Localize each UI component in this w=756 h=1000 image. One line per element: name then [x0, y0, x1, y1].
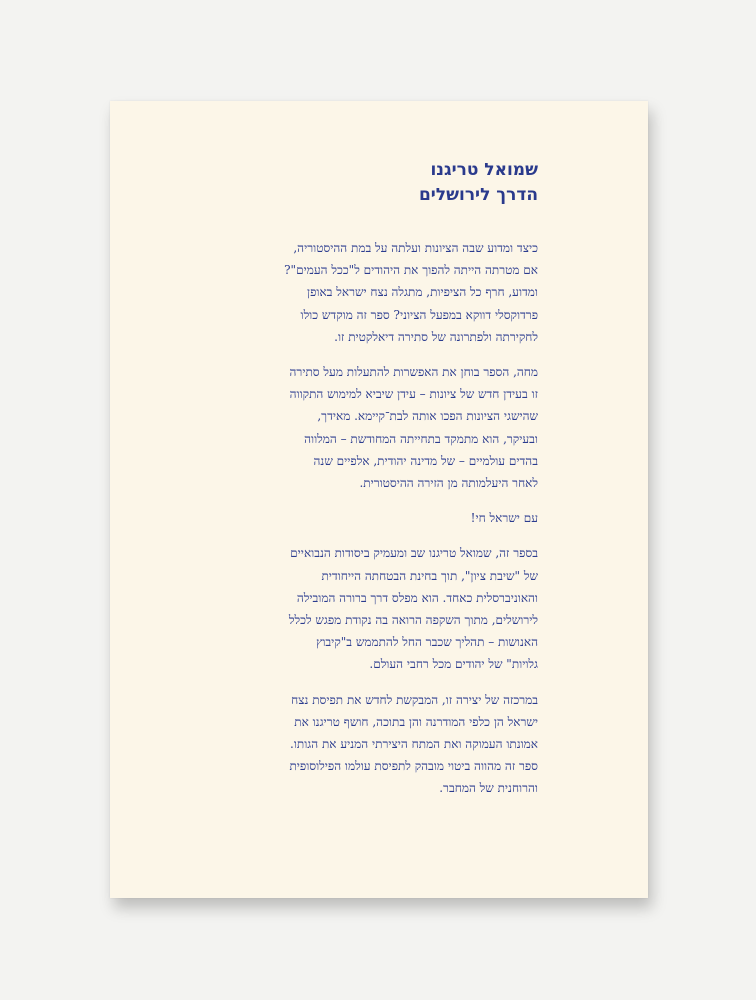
blurb-paragraph-2 [208, 361, 538, 494]
cover-text-block [208, 159, 538, 813]
text-line: שהישגי הציונות הפכו אותה לבת־קיימא. מאידך, [317, 409, 538, 424]
text-line: ומדוע, חרף כל הציפיות, מתגלה נצח ישראל באופן [307, 285, 538, 300]
text-line: ספר זה מהווה ביטוי מובהק לתפיסת עולמו הפילוסופית [289, 759, 538, 774]
text-line: מחה, הספר בוחן את האפשרות להתעלות מעל סתירה [289, 365, 538, 380]
blurb-paragraph-4 [208, 542, 538, 675]
text-line: ישראל הן כלפי המודרנה והן בתוכה, חושף טריגנו את [294, 714, 538, 729]
blurb-paragraph-1 [208, 237, 538, 348]
text-line: לאחר היעלמותה מן הזירה ההיסטורית. [359, 476, 538, 491]
book-title: הדרך לירושלים [418, 185, 538, 205]
text-line: גלויות" של יהודים מכל רחבי העולם. [369, 657, 538, 672]
text-line: לחקירתה ולפתרונה של סתירה דיאלקטית זו. [334, 329, 538, 344]
text-line: אמונתו העמוקה ואת המתח היצירתי המניע את הגותו. [290, 737, 538, 752]
text-line: כיצד ומדוע שבה הציונות ועלתה על במת ההיסטוריה, [293, 241, 538, 255]
text-line: בהדים עולמיים – של מדינה יהודית, אלפיים שנה [313, 453, 538, 468]
text-line: פרדוקסלי דווקא במפעל הציוני? ספר זה מוקדש כולו [300, 307, 538, 322]
text-line: והאוניברסלית כאחד. הוא מפלס דרך ברורה המובילה [296, 590, 538, 605]
text-line: עם ישראל חי! [470, 511, 538, 526]
author-name: שמואל טריגנו [430, 160, 538, 180]
blurb [208, 237, 538, 800]
blurb-paragraph-3 [208, 507, 538, 529]
text-line: של "שיבת ציון", תוך בחינת הבטחתה הייחודית [321, 568, 538, 583]
text-line: בספר זה, שמואל טריגנו שב ומעמיק ביסודות הנבואיים [290, 546, 538, 561]
text-line: והרוחנית של המחבר. [439, 781, 538, 796]
book-back-cover [110, 101, 648, 898]
text-line: במרכזה של יצירה זו, המבקשת לחדש את תפיסת נצח [291, 692, 538, 707]
blurb-paragraph-5 [208, 689, 538, 800]
text-line: זו בעידן חדש של ציונות – עידן שיביא למימוש התקווה [289, 387, 538, 402]
text-line: אם מטרתה הייתה להפוך את היהודים ל"ככל העמים"? [284, 263, 538, 278]
text-line: האנושות – תהליך שכבר החל להתממש ב"קיבוץ [316, 635, 538, 650]
text-line: לירושלים, מתוך השקפה הרואה בה נקודת מפגש לכלל [288, 613, 538, 628]
text-line: ובעיקר, הוא מתמקד בתחייתה המחודשת – המלווה [304, 431, 538, 446]
